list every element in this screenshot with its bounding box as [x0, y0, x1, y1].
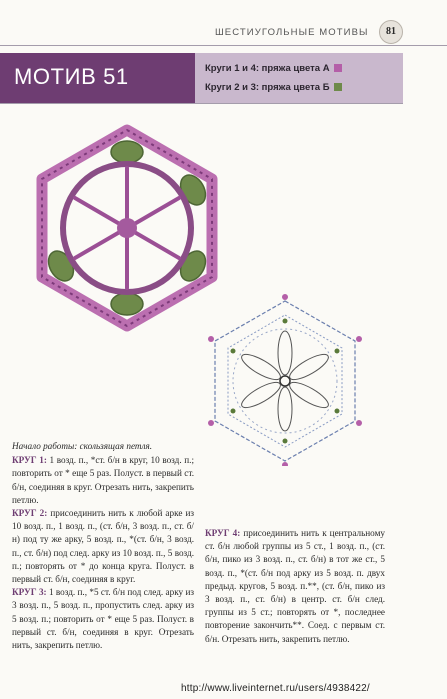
color-swatch-a	[334, 64, 342, 72]
round-4: КРУГ 4: присоединить нить к центральному ст. б/н любой группы из 5 ст., 1 возд. п., (ст. б/н, пико из 3 возд. п., ст. б/н) в тот же ст., 5 возд. п., *(ст. б/н под арку из 5 возд. п. двух предыд. кругов, 5 возд. п.**, (ст. б/н, пико из 3 возд. п., ст. б/н) в центр. ст. б/н след. группы из 5 ст.; повторять от *, последнее повторение закончить**. Соед. с первым ст. б/н. Отрезать нить, закрепить петлю.	[205, 528, 385, 644]
source-url: http://www.liveinternet.ru/users/4938422/	[181, 683, 370, 694]
round-2: КРУГ 2: присоединить нить к любой арке из 10 возд. п., 1 возд. п., (ст. б/н, 3 возд. п., ст. б/н) под ту же арку, 5 возд. п., *(ст. б/н, 3 возд. п., ст. б/н) под след. арку из 10 возд. п., 5 возд. п.; повторять от * до конца круга. Полуст. в первый ст. б/н, соединяя в круг.	[12, 508, 194, 585]
instructions-column-2	[205, 527, 385, 646]
yarn-band	[195, 53, 403, 103]
header-rule	[0, 45, 447, 46]
yarn-line-1	[205, 63, 342, 74]
instructions-intro: Начало работы: скользящая петля.	[12, 441, 153, 451]
running-title: ШЕСТИУГОЛЬНЫЕ МОТИВЫ	[215, 27, 369, 38]
round-3: КРУГ 3: 1 возд. п., *5 ст. б/н под след. арку из 3 возд. п., 5 возд. п., пропустить след. арку из 5 возд. п.; повторить от * еще 5 раз. Полуст. в первый ст. б/н, соединяя в круг. Отрезать нить, закрепить петлю.	[12, 587, 194, 651]
yarn-line-2	[205, 82, 342, 93]
page-number: 81	[379, 20, 403, 44]
band-rule	[0, 103, 403, 104]
color-swatch-b	[334, 83, 342, 91]
instructions-column-1	[12, 440, 194, 652]
yarn-label-1: Круги 1 и 4: пряжа цвета А	[205, 63, 330, 74]
round-1: КРУГ 1: 1 возд. п., *ст. б/н в круг, 10 возд. п.; повторить от * еще 5 раз. Полуст. в первый ст. б/н, соединяя в круг. Отрезать нить, закрепить петлю.	[12, 455, 194, 505]
crochet-chart	[185, 286, 370, 466]
motif-title: МОТИВ 51	[14, 64, 129, 89]
yarn-label-2: Круги 2 и 3: пряжа цвета Б	[205, 82, 330, 93]
